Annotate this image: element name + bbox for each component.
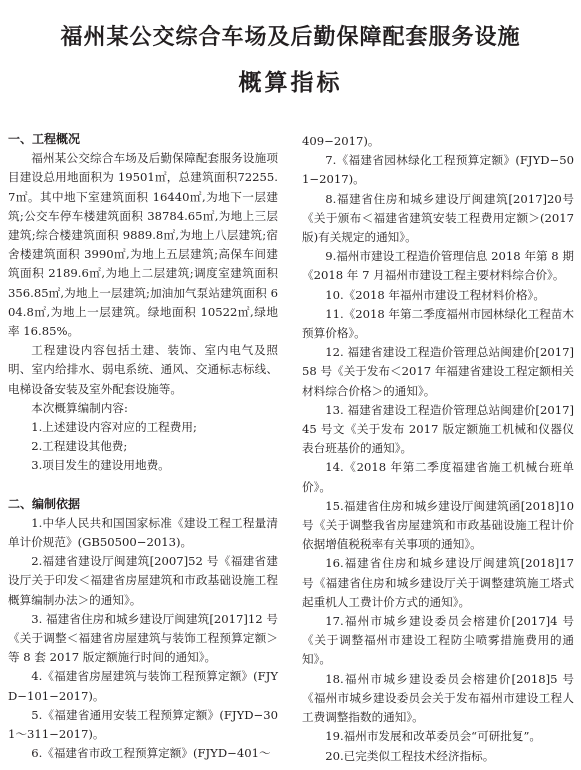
basis-item: 5.《福建省通用安装工程预算定额》(FJYD−301～311−2017)。 (8, 707, 278, 742)
section-heading-basis: 二、编制依据 (8, 496, 81, 511)
basis-item: 10.《2018 年福州市建设工程材料价格》。 (325, 287, 545, 302)
basis-item: 9.福州市建设工程造价管理信息 2018 年第 8 期《2018 年 7 月福州市建设工程主要材料综合价》。 (302, 249, 574, 283)
right-column (302, 132, 574, 766)
basis-item: 8.福建省住房和城乡建设厅闽建筑[2017]20号《关于颁布＜福建省建筑安装工程费用定额＞(2017 版)有关规定的通知》。 (302, 191, 574, 245)
overview-list-item: 1.上述建设内容对应的工程费用; (31, 420, 197, 435)
page-title-line-1: 福州某公交综合车场及后勤保障配套服务设施 (60, 25, 521, 50)
basis-item: 6.《福建省市政工程预算定额》(FJYD−401～ (31, 746, 271, 761)
basis-item: 12. 福建省建设工程造价管理总站闽建价[2017]58 号《关于发布＜2017 年福建省建设工程定额相关材料综合价格＞的通知》。 (302, 345, 574, 398)
overview-list-item: 2.工程建设其他费; (31, 439, 128, 454)
section-spacer (8, 476, 278, 495)
basis-item: 4.《福建省房屋建筑与装饰工程预算定额》(FJYD−101−2017)。 (8, 669, 278, 703)
basis-item: 2.福建省建设厅闽建筑[2007]52 号《福建省建设厅关于印发＜福建省房屋建筑和市政基础设施工程概算编制办法＞的通知》。 (8, 554, 278, 607)
basis-item: 20.已完类似工程技术经济指标。 (325, 748, 495, 763)
basis-item-continued: 409−2017)。 (302, 134, 380, 148)
basis-item: 17.福州市城乡建设委员会榕建价[2017]4 号《关于调整福州市建设工程防尘喷雾措施费用的通知》。 (302, 614, 574, 667)
basis-item: 15.福建省住房和城乡建设厅闽建筑函[2018]10 号《关于调整我省房屋建筑和市政基础设施工程计价依据增值税税率有关事项的通知》。 (302, 498, 574, 552)
left-column (8, 130, 278, 764)
basis-item: 3. 福建省住房和城乡建设厅闽建筑[2017]12 号《关于调整＜福建省房屋建筑与装饰工程预算定额＞等 8 套 2017 版定额施行时间的通知》。 (8, 611, 278, 665)
page-title-line-2: 概算指标 (238, 70, 343, 96)
overview-paragraph: 本次概算编制内容: (31, 400, 128, 415)
basis-item: 7.《福建省园林绿化工程预算定额》(FJYD−501−2017)。 (302, 153, 574, 187)
basis-item: 1.中华人民共和国国家标准《建设工程工程量清单计价规范》(GB50500−2013)。 (8, 515, 278, 550)
basis-item: 19.福州市发展和改革委员会“可研批复”。 (325, 729, 541, 744)
overview-paragraph: 工程建设内容包括土建、装饰、室内电气及照明、室内给排水、弱电系统、通风、交通标志标线、电梯设备安装及室外配套设施等。 (8, 343, 278, 396)
basis-item: 13. 福建省建设工程造价管理总站闽建价[2017]45 号文《关于发布 2017 版定额施工机械和仪器仪表台班基价的通知》。 (302, 402, 574, 456)
basis-item: 14.《2018 年第二季度福建省施工机械台班单价》。 (302, 460, 574, 494)
overview-list-item: 3.项目发生的建设用地费。 (31, 458, 170, 473)
basis-item: 16.福建省住房和城乡建设厅闽建筑[2018]17 号《福建省住房和城乡建设厅关于调整建筑施工塔式起重机人工费计价方式的通知》。 (302, 556, 574, 609)
section-heading-overview: 一、工程概况 (8, 132, 81, 146)
basis-item: 18.福州市城乡建设委员会榕建价[2018]5 号《福州市城乡建设委员会关于发布福州市建设工程人工费调整指数的通知》。 (302, 671, 574, 725)
overview-paragraph: 福州某公交综合车场及后勤保障配套服务设施项目建设总用地面积为 19501㎡，总建筑面积72255.7㎡。其中地下室建筑面积 16440㎡,为地下一层建筑;公交车停车楼建筑面积 38784.65㎡,为地上三层建筑;综合楼建筑面积 9889.8㎡,为地上八层建筑;宿舍楼建筑面积 3990㎡,为地上五层建筑;高保车间建筑面积 2189.6㎡,为地上二层建筑;调度室建筑面积 356.85㎡,为地上一层建筑;加油加气泵站建筑面积 604.8㎡,为地上一层建筑。绿地面积 10522㎡,绿地率 16.85%。 (8, 151, 278, 339)
basis-item: 11.《2018 年第二季度福州市园林绿化工程苗木预算价格》。 (302, 306, 574, 341)
